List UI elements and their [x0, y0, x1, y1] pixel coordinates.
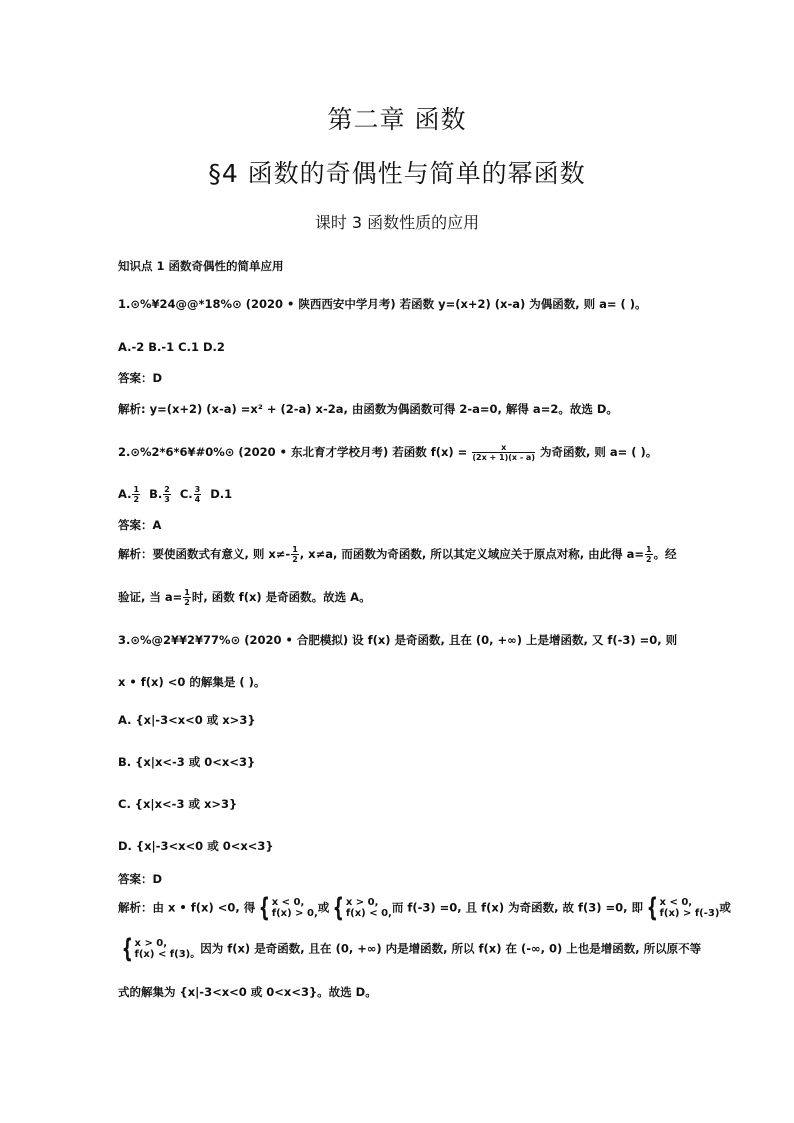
q1-answer: 答案：D	[118, 371, 163, 385]
q1-options: A.-2 B.-1 C.1 D.2	[118, 340, 225, 354]
q3-option-c: C. {x|x<-3 或 x>3}	[118, 797, 238, 811]
q2-stem: 2.⊙%2*6*6¥#0%⊙ (2020 • 东北育才学校月考) 若函数 f(x) = $\frac{x}{(2x + 1)(x - a)}$ 为奇函数, 则 a= ( )。	[118, 443, 658, 462]
q3-option-a: A. {x|-3<x<0 或 x>3}	[118, 713, 256, 727]
q1-analysis: 解析: y=(x+2) (x-a) =x² + (2-a) x-2a, 由函数为偶函数可得 2-a=0, 解得 a=2。故选 D。	[118, 402, 618, 416]
q2-stem-fraction: $\frac{x}{(2x + 1)(x - a)}$	[472, 443, 535, 462]
q3-analysis-line2: { x > 0, f(x) < f(3)。 因为 f(x) 是奇函数, 且在 (0, +∞) 内是增函数, 所以 f(x) 在 (-∞, 0) 上也是增函数, 所以原不等	[121, 934, 702, 964]
q2-analysis-line2: 验证, 当 a= $\frac{1}{2}$ 时, 函数 f(x) 是奇函数。故选 A。	[118, 588, 371, 607]
q3-analysis-line3: 式的解集为 {x|-3<x<0 或 0<x<3}。故选 D。	[118, 985, 377, 999]
q2-options: A. $\frac{1}{2}$ B. $\frac{2}{3}$ C. $\frac{3}{4}$ D.1	[118, 485, 233, 504]
q3-stem-line2: x • f(x) <0 的解集是 ( )。	[118, 675, 266, 689]
q3-answer: 答案：D	[118, 872, 163, 886]
q1-stem: 1.⊙%¥24@@*18%⊙ (2020 • 陕西西安中学月考) 若函数 y=(x+2) (x-a) 为偶函数, 则 a= ( )。	[118, 297, 647, 311]
chapter-title: 第二章 函数	[327, 105, 467, 134]
section-title: §4 函数的奇偶性与简单的幂函数	[208, 159, 586, 188]
q2-analysis-line1: 解析：要使函数式有意义, 则 x≠- $\frac{1}{2}$ , x≠a, 而函数为奇函数, 所以其定义域应关于原点对称, 由此得 a= $\frac{1}{2}$ 。经	[118, 545, 677, 564]
q2-answer: 答案：A	[118, 518, 162, 532]
q3-analysis-line1: 解析：由 x • f(x) <0, 得 { x < 0, f(x) > 0, 或 { x > 0, f(x) < 0, 而 f(-3) =0, 且 f(x) 为奇函数, 故 f(3) =0, 即 { x < 0, f(x) > f(-3) 或	[118, 893, 731, 923]
q3-option-b: B. {x|x<-3 或 0<x<3}	[118, 755, 256, 769]
q3-option-d: D. {x|-3<x<0 或 0<x<3}	[118, 839, 274, 853]
lesson-title: 课时 3 函数性质的应用	[314, 213, 480, 232]
knowledge-point-heading: 知识点 1 函数奇偶性的简单应用	[118, 259, 284, 273]
q3-stem-line1: 3.⊙%@2¥¥2¥77%⊙ (2020 • 合肥模拟) 设 f(x) 是奇函数, 且在 (0, +∞) 上是增函数, 又 f(-3) =0, 则	[118, 633, 678, 647]
